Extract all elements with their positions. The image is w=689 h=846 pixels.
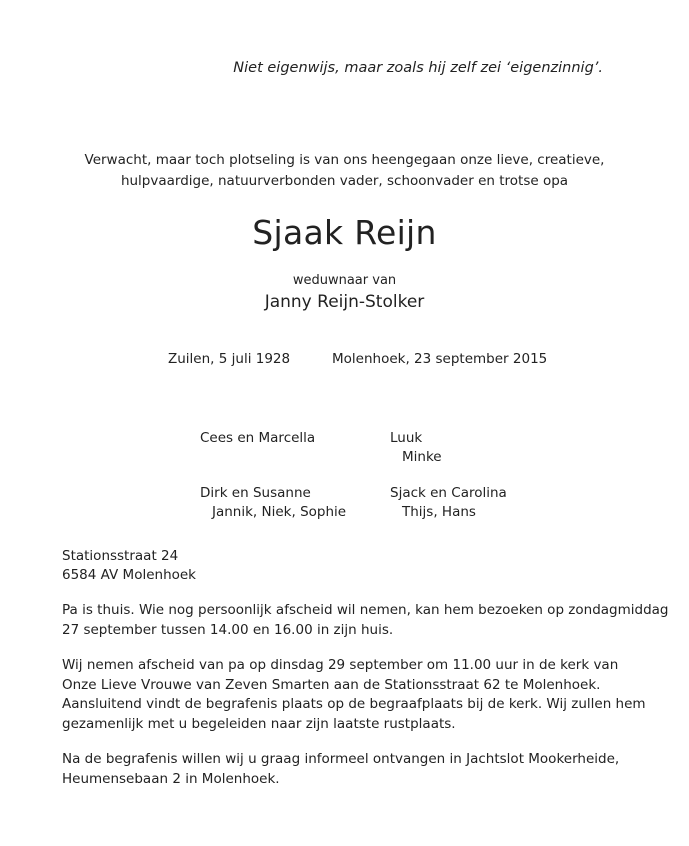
paragraph-line: 27 september tussen 14.00 en 16.00 in zijn huis.	[62, 621, 394, 638]
paragraph-line: Onze Lieve Vrouwe van Zeven Smarten aan de Stationsstraat 62 te Molenhoek.	[62, 676, 601, 693]
family-parents: Sjack en Carolina	[390, 485, 507, 501]
family-group	[390, 429, 442, 467]
intro-line: hulpvaardige, natuurverbonden vader, schoonvader en trotse opa	[120, 173, 569, 189]
paragraph-line: Na de begrafenis willen wij u graag informeel ontvangen in Jachtslot Mookerheide,	[62, 751, 620, 767]
address-street: Stationsstraat 24	[62, 548, 179, 564]
service-paragraph	[62, 656, 646, 734]
death-date: Molenhoek, 23 september 2015	[332, 351, 548, 367]
family-children: Jannik, Niek, Sophie	[212, 504, 347, 520]
paragraph-line: Wij nemen afscheid van pa op dinsdag 29 september om 11.00 uur in de kerk van	[62, 657, 619, 673]
family-group	[390, 484, 507, 522]
intro-line: Verwacht, maar toch plotseling is van ons heengegaan onze lieve, creatieve,	[84, 152, 605, 168]
paragraph-line: Aansluitend vindt de begrafenis plaats op de begraafplaats bij de kerk. Wij zullen hem	[62, 696, 646, 712]
paragraph-line: Heumensebaan 2 in Molenhoek.	[62, 770, 280, 787]
reception-paragraph	[62, 750, 632, 789]
deceased-name: Sjaak Reijn	[252, 213, 437, 252]
intro-text	[0, 150, 689, 192]
family-parents: Cees en Marcella	[200, 430, 316, 446]
paragraph-line: Pa is thuis. Wie nog persoonlijk afscheid wil nemen, kan hem bezoeken op zondagmiddag	[62, 602, 669, 618]
family-parents: Luuk	[390, 430, 423, 446]
visit-paragraph	[62, 601, 669, 640]
address-city: 6584 AV Molenhoek	[62, 567, 197, 583]
family-parents: Dirk en Susanne	[200, 485, 311, 501]
widower-label: weduwnaar van	[292, 273, 397, 288]
address-block	[62, 547, 196, 585]
spouse-name: Janny Reijn-Stolker	[264, 292, 425, 312]
family-children: Minke	[402, 449, 442, 465]
birth-date: Zuilen, 5 juli 1928	[168, 351, 291, 367]
family-group	[200, 484, 346, 522]
paragraph-line: gezamenlijk met u begeleiden naar zijn laatste rustplaats.	[62, 715, 456, 732]
family-group	[200, 429, 315, 448]
family-children: Thijs, Hans	[402, 504, 476, 520]
motto-quote: Niet eigenwijs, maar zoals hij zelf zei ‘eigenzinnig’.	[233, 60, 603, 76]
